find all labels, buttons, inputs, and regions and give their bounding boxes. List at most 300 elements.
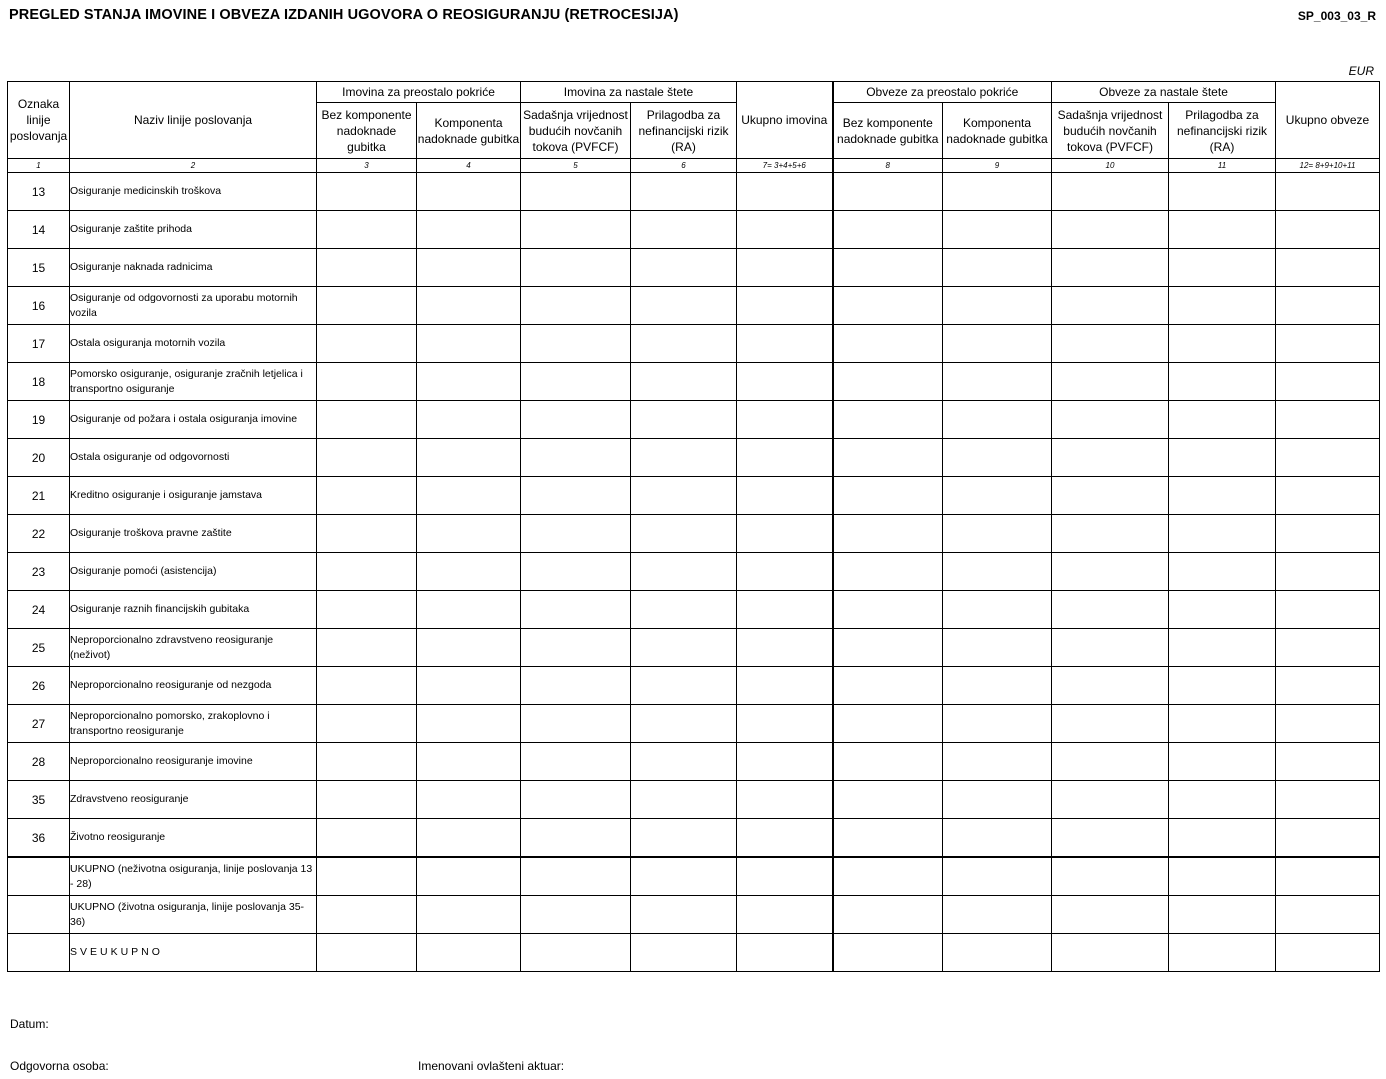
line-name: Osiguranje raznih financijskih gubitaka xyxy=(70,591,317,629)
value-cell-col9[interactable] xyxy=(943,401,1052,439)
value-cell-col8[interactable] xyxy=(833,667,943,705)
value-cell-col12[interactable] xyxy=(1276,667,1380,705)
value-cell-col4[interactable] xyxy=(417,705,521,743)
value-cell-col10[interactable] xyxy=(1052,287,1169,325)
value-cell-col7[interactable] xyxy=(737,363,833,401)
value-cell-col4[interactable] xyxy=(417,401,521,439)
value-cell-col11[interactable] xyxy=(1169,934,1276,972)
value-cell-col10[interactable] xyxy=(1052,705,1169,743)
value-cell-col12[interactable] xyxy=(1276,896,1380,934)
column-number: 8 xyxy=(833,159,943,173)
value-cell-col10[interactable] xyxy=(1052,515,1169,553)
table-row xyxy=(8,363,1380,401)
value-cell-col9[interactable] xyxy=(943,857,1052,896)
line-name: Životno reosiguranje xyxy=(70,819,317,858)
value-cell-col4[interactable] xyxy=(417,743,521,781)
value-cell-col8[interactable] xyxy=(833,857,943,896)
column-number: 12= 8+9+10+11 xyxy=(1276,159,1380,173)
header-col8: Bez komponente nadoknade gubitka xyxy=(833,103,943,159)
line-name: Osiguranje od odgovornosti za uporabu motornih vozila xyxy=(70,287,317,325)
value-cell-col6[interactable] xyxy=(631,325,737,363)
value-cell-col3[interactable] xyxy=(317,515,417,553)
column-number: 7= 3+4+5+6 xyxy=(737,159,833,173)
value-cell-col4[interactable] xyxy=(417,477,521,515)
value-cell-col8[interactable] xyxy=(833,325,943,363)
value-cell-col8[interactable] xyxy=(833,553,943,591)
header-col10: Sadašnja vrijednost budućih novčanih tokova (PVFCF) xyxy=(1052,103,1169,159)
value-cell-col3[interactable] xyxy=(317,477,417,515)
value-cell-col10[interactable] xyxy=(1052,857,1169,896)
table-row xyxy=(8,743,1380,781)
report-table xyxy=(7,81,1380,972)
form-title: PREGLED STANJA IMOVINE I OBVEZA IZDANIH UGOVORA O REOSIGURANJU (RETROCESIJA) xyxy=(9,7,679,23)
line-code: 24 xyxy=(8,591,70,629)
value-cell-col12[interactable] xyxy=(1276,819,1380,858)
line-code: 20 xyxy=(8,439,70,477)
value-cell-col5[interactable] xyxy=(521,477,631,515)
value-cell-col6[interactable] xyxy=(631,477,737,515)
line-name: UKUPNO (neživotna osiguranja, linije poslovanja 13 - 28) xyxy=(70,857,317,896)
line-code: 16 xyxy=(8,287,70,325)
line-code: 18 xyxy=(8,363,70,401)
table-row xyxy=(8,629,1380,667)
value-cell-col11[interactable] xyxy=(1169,667,1276,705)
line-name: Ostala osiguranja motornih vozila xyxy=(70,325,317,363)
line-name: Neproporcionalno reosiguranje imovine xyxy=(70,743,317,781)
value-cell-col7[interactable] xyxy=(737,857,833,896)
value-cell-col6[interactable] xyxy=(631,515,737,553)
value-cell-col8[interactable] xyxy=(833,287,943,325)
total-row xyxy=(8,857,1380,896)
value-cell-col6[interactable] xyxy=(631,591,737,629)
value-cell-col9[interactable] xyxy=(943,553,1052,591)
value-cell-col12[interactable] xyxy=(1276,743,1380,781)
value-cell-col8[interactable] xyxy=(833,629,943,667)
header-col6: Prilagodba za nefinancijski rizik (RA) xyxy=(631,103,737,159)
value-cell-col9[interactable] xyxy=(943,934,1052,972)
value-cell-col7[interactable] xyxy=(737,743,833,781)
value-cell-col11[interactable] xyxy=(1169,591,1276,629)
table-row xyxy=(8,325,1380,363)
total-row xyxy=(8,896,1380,934)
value-cell-col8[interactable] xyxy=(833,781,943,819)
value-cell-col11[interactable] xyxy=(1169,896,1276,934)
value-cell-col5[interactable] xyxy=(521,287,631,325)
value-cell-col3[interactable] xyxy=(317,249,417,287)
column-number: 9 xyxy=(943,159,1052,173)
value-cell-col12[interactable] xyxy=(1276,363,1380,401)
value-cell-col9[interactable] xyxy=(943,477,1052,515)
header-col11: Prilagodba za nefinancijski rizik (RA) xyxy=(1169,103,1276,159)
value-cell-col6[interactable] xyxy=(631,934,737,972)
line-code xyxy=(8,896,70,934)
value-cell-col9[interactable] xyxy=(943,819,1052,858)
value-cell-col9[interactable] xyxy=(943,287,1052,325)
value-cell-col11[interactable] xyxy=(1169,705,1276,743)
value-cell-col5[interactable] xyxy=(521,934,631,972)
value-cell-col12[interactable] xyxy=(1276,591,1380,629)
header-obveze-pokrice: Obveze za preostalo pokriće xyxy=(833,82,1052,103)
table-row xyxy=(8,173,1380,211)
value-cell-col9[interactable] xyxy=(943,781,1052,819)
value-cell-col9[interactable] xyxy=(943,896,1052,934)
value-cell-col6[interactable] xyxy=(631,896,737,934)
value-cell-col7[interactable] xyxy=(737,249,833,287)
value-cell-col12[interactable] xyxy=(1276,439,1380,477)
value-cell-col5[interactable] xyxy=(521,819,631,858)
value-cell-col9[interactable] xyxy=(943,743,1052,781)
value-cell-col12[interactable] xyxy=(1276,781,1380,819)
value-cell-col3[interactable] xyxy=(317,743,417,781)
value-cell-col7[interactable] xyxy=(737,705,833,743)
value-cell-col8[interactable] xyxy=(833,896,943,934)
value-cell-col3[interactable] xyxy=(317,857,417,896)
line-code: 28 xyxy=(8,743,70,781)
line-code: 36 xyxy=(8,819,70,858)
value-cell-col6[interactable] xyxy=(631,401,737,439)
value-cell-col12[interactable] xyxy=(1276,629,1380,667)
value-cell-col5[interactable] xyxy=(521,667,631,705)
value-cell-col8[interactable] xyxy=(833,401,943,439)
value-cell-col8[interactable] xyxy=(833,363,943,401)
line-code: 13 xyxy=(8,173,70,211)
value-cell-col11[interactable] xyxy=(1169,173,1276,211)
value-cell-col8[interactable] xyxy=(833,211,943,249)
value-cell-col10[interactable] xyxy=(1052,934,1169,972)
column-number: 4 xyxy=(417,159,521,173)
value-cell-col5[interactable] xyxy=(521,591,631,629)
line-code: 35 xyxy=(8,781,70,819)
line-code: 22 xyxy=(8,515,70,553)
value-cell-col3[interactable] xyxy=(317,934,417,972)
value-cell-col8[interactable] xyxy=(833,705,943,743)
value-cell-col12[interactable] xyxy=(1276,934,1380,972)
line-code: 26 xyxy=(8,667,70,705)
value-cell-col5[interactable] xyxy=(521,781,631,819)
value-cell-col7[interactable] xyxy=(737,591,833,629)
value-cell-col4[interactable] xyxy=(417,667,521,705)
value-cell-col8[interactable] xyxy=(833,249,943,287)
datum-label: Datum: xyxy=(10,1017,49,1031)
value-cell-col3[interactable] xyxy=(317,629,417,667)
line-name: Kreditno osiguranje i osiguranje jamstava xyxy=(70,477,317,515)
value-cell-col5[interactable] xyxy=(521,553,631,591)
value-cell-col6[interactable] xyxy=(631,667,737,705)
value-cell-col5[interactable] xyxy=(521,363,631,401)
value-cell-col7[interactable] xyxy=(737,781,833,819)
line-code: 19 xyxy=(8,401,70,439)
value-cell-col9[interactable] xyxy=(943,591,1052,629)
value-cell-col5[interactable] xyxy=(521,401,631,439)
value-cell-col6[interactable] xyxy=(631,781,737,819)
value-cell-col11[interactable] xyxy=(1169,401,1276,439)
value-cell-col3[interactable] xyxy=(317,363,417,401)
value-cell-col7[interactable] xyxy=(737,439,833,477)
value-cell-col11[interactable] xyxy=(1169,819,1276,858)
table-row xyxy=(8,819,1380,858)
value-cell-col9[interactable] xyxy=(943,705,1052,743)
value-cell-col3[interactable] xyxy=(317,325,417,363)
value-cell-col11[interactable] xyxy=(1169,211,1276,249)
table-row xyxy=(8,249,1380,287)
value-cell-col8[interactable] xyxy=(833,819,943,858)
value-cell-col11[interactable] xyxy=(1169,477,1276,515)
value-cell-col6[interactable] xyxy=(631,553,737,591)
value-cell-col6[interactable] xyxy=(631,629,737,667)
header-naziv: Naziv linije poslovanja xyxy=(70,82,317,159)
table-row xyxy=(8,781,1380,819)
value-cell-col4[interactable] xyxy=(417,287,521,325)
value-cell-col9[interactable] xyxy=(943,515,1052,553)
value-cell-col11[interactable] xyxy=(1169,363,1276,401)
value-cell-col5[interactable] xyxy=(521,705,631,743)
value-cell-col10[interactable] xyxy=(1052,819,1169,858)
value-cell-col10[interactable] xyxy=(1052,477,1169,515)
value-cell-col10[interactable] xyxy=(1052,439,1169,477)
line-name: Ostala osiguranje od odgovornosti xyxy=(70,439,317,477)
value-cell-col4[interactable] xyxy=(417,173,521,211)
value-cell-col10[interactable] xyxy=(1052,211,1169,249)
aktuar-label: Imenovani ovlašteni aktuar: xyxy=(418,1059,565,1073)
value-cell-col11[interactable] xyxy=(1169,325,1276,363)
value-cell-col12[interactable] xyxy=(1276,325,1380,363)
value-cell-col6[interactable] xyxy=(631,287,737,325)
table-body xyxy=(8,173,1380,972)
line-code: 21 xyxy=(8,477,70,515)
line-name: Osiguranje od požara i ostala osiguranja imovine xyxy=(70,401,317,439)
value-cell-col6[interactable] xyxy=(631,439,737,477)
column-number: 2 xyxy=(70,159,317,173)
value-cell-col5[interactable] xyxy=(521,173,631,211)
value-cell-col5[interactable] xyxy=(521,249,631,287)
value-cell-col10[interactable] xyxy=(1052,553,1169,591)
odgovorna-osoba-label: Odgovorna osoba: xyxy=(10,1059,109,1073)
value-cell-col11[interactable] xyxy=(1169,553,1276,591)
value-cell-col10[interactable] xyxy=(1052,743,1169,781)
value-cell-col6[interactable] xyxy=(631,743,737,781)
value-cell-col9[interactable] xyxy=(943,667,1052,705)
value-cell-col11[interactable] xyxy=(1169,287,1276,325)
value-cell-col8[interactable] xyxy=(833,743,943,781)
value-cell-col3[interactable] xyxy=(317,667,417,705)
line-name: SVEUKUPNO xyxy=(70,934,317,972)
value-cell-col3[interactable] xyxy=(317,705,417,743)
line-code: 23 xyxy=(8,553,70,591)
value-cell-col4[interactable] xyxy=(417,211,521,249)
value-cell-col11[interactable] xyxy=(1169,857,1276,896)
value-cell-col4[interactable] xyxy=(417,249,521,287)
line-name: Neproporcionalno reosiguranje od nezgoda xyxy=(70,667,317,705)
value-cell-col7[interactable] xyxy=(737,629,833,667)
value-cell-col7[interactable] xyxy=(737,896,833,934)
value-cell-col3[interactable] xyxy=(317,553,417,591)
value-cell-col12[interactable] xyxy=(1276,515,1380,553)
value-cell-col6[interactable] xyxy=(631,705,737,743)
value-cell-col3[interactable] xyxy=(317,781,417,819)
value-cell-col3[interactable] xyxy=(317,591,417,629)
table-row xyxy=(8,401,1380,439)
value-cell-col8[interactable] xyxy=(833,515,943,553)
value-cell-col10[interactable] xyxy=(1052,363,1169,401)
value-cell-col4[interactable] xyxy=(417,819,521,858)
column-number: 11 xyxy=(1169,159,1276,173)
value-cell-col5[interactable] xyxy=(521,439,631,477)
value-cell-col4[interactable] xyxy=(417,857,521,896)
line-name: UKUPNO (životna osiguranja, linije poslovanja 35-36) xyxy=(70,896,317,934)
value-cell-col9[interactable] xyxy=(943,325,1052,363)
currency-label: EUR xyxy=(1348,64,1374,78)
value-cell-col8[interactable] xyxy=(833,439,943,477)
line-name: Zdravstveno reosiguranje xyxy=(70,781,317,819)
value-cell-col3[interactable] xyxy=(317,819,417,858)
value-cell-col4[interactable] xyxy=(417,896,521,934)
line-code: 17 xyxy=(8,325,70,363)
value-cell-col4[interactable] xyxy=(417,781,521,819)
value-cell-col3[interactable] xyxy=(317,211,417,249)
value-cell-col11[interactable] xyxy=(1169,629,1276,667)
line-name: Osiguranje pomoći (asistencija) xyxy=(70,553,317,591)
value-cell-col5[interactable] xyxy=(521,743,631,781)
value-cell-col8[interactable] xyxy=(833,591,943,629)
value-cell-col3[interactable] xyxy=(317,401,417,439)
value-cell-col5[interactable] xyxy=(521,629,631,667)
table-row xyxy=(8,439,1380,477)
value-cell-col3[interactable] xyxy=(317,287,417,325)
value-cell-col8[interactable] xyxy=(833,934,943,972)
value-cell-col7[interactable] xyxy=(737,667,833,705)
value-cell-col7[interactable] xyxy=(737,819,833,858)
value-cell-col12[interactable] xyxy=(1276,401,1380,439)
value-cell-col5[interactable] xyxy=(521,211,631,249)
table-row xyxy=(8,591,1380,629)
column-number: 1 xyxy=(8,159,70,173)
value-cell-col9[interactable] xyxy=(943,211,1052,249)
value-cell-col7[interactable] xyxy=(737,401,833,439)
table-row xyxy=(8,667,1380,705)
line-code xyxy=(8,934,70,972)
value-cell-col11[interactable] xyxy=(1169,515,1276,553)
line-code: 25 xyxy=(8,629,70,667)
table-row xyxy=(8,515,1380,553)
value-cell-col7[interactable] xyxy=(737,325,833,363)
value-cell-col12[interactable] xyxy=(1276,857,1380,896)
value-cell-col7[interactable] xyxy=(737,515,833,553)
line-name: Neproporcionalno pomorsko, zrakoplovno i transportno reosiguranje xyxy=(70,705,317,743)
value-cell-col6[interactable] xyxy=(631,249,737,287)
value-cell-col4[interactable] xyxy=(417,591,521,629)
value-cell-col7[interactable] xyxy=(737,934,833,972)
header-imovina-pokrice: Imovina za preostalo pokriće xyxy=(317,82,521,103)
value-cell-col7[interactable] xyxy=(737,211,833,249)
form-code: SP_003_03_R xyxy=(1297,9,1376,23)
line-name: Osiguranje zaštite prihoda xyxy=(70,211,317,249)
value-cell-col11[interactable] xyxy=(1169,439,1276,477)
line-code xyxy=(8,857,70,896)
column-number: 6 xyxy=(631,159,737,173)
header-col9: Komponenta nadoknade gubitka xyxy=(943,103,1052,159)
value-cell-col10[interactable] xyxy=(1052,249,1169,287)
value-cell-col9[interactable] xyxy=(943,363,1052,401)
line-name: Neproporcionalno zdravstveno reosiguranje (neživot) xyxy=(70,629,317,667)
column-number: 10 xyxy=(1052,159,1169,173)
header-imovina-stete: Imovina za nastale štete xyxy=(521,82,737,103)
value-cell-col10[interactable] xyxy=(1052,629,1169,667)
value-cell-col10[interactable] xyxy=(1052,173,1169,211)
column-number: 3 xyxy=(317,159,417,173)
value-cell-col4[interactable] xyxy=(417,515,521,553)
value-cell-col4[interactable] xyxy=(417,553,521,591)
value-cell-col10[interactable] xyxy=(1052,325,1169,363)
value-cell-col10[interactable] xyxy=(1052,781,1169,819)
value-cell-col6[interactable] xyxy=(631,363,737,401)
value-cell-col5[interactable] xyxy=(521,857,631,896)
value-cell-col9[interactable] xyxy=(943,173,1052,211)
value-cell-col4[interactable] xyxy=(417,629,521,667)
value-cell-col10[interactable] xyxy=(1052,591,1169,629)
value-cell-col11[interactable] xyxy=(1169,781,1276,819)
header-oznaka: Oznaka linije poslovanja xyxy=(8,82,70,159)
header-ukupno-obveze: Ukupno obveze xyxy=(1276,82,1380,159)
header-ukupno-imovina: Ukupno imovina xyxy=(737,82,833,159)
line-code: 15 xyxy=(8,249,70,287)
value-cell-col7[interactable] xyxy=(737,173,833,211)
value-cell-col7[interactable] xyxy=(737,553,833,591)
value-cell-col4[interactable] xyxy=(417,363,521,401)
value-cell-col4[interactable] xyxy=(417,325,521,363)
value-cell-col8[interactable] xyxy=(833,173,943,211)
value-cell-col5[interactable] xyxy=(521,515,631,553)
value-cell-col12[interactable] xyxy=(1276,173,1380,211)
value-cell-col6[interactable] xyxy=(631,173,737,211)
value-cell-col3[interactable] xyxy=(317,896,417,934)
value-cell-col12[interactable] xyxy=(1276,211,1380,249)
value-cell-col3[interactable] xyxy=(317,173,417,211)
header-col5: Sadašnja vrijednost budućih novčanih tokova (PVFCF) xyxy=(521,103,631,159)
header-col3: Bez komponente nadoknade gubitka xyxy=(317,103,417,159)
value-cell-col7[interactable] xyxy=(737,287,833,325)
value-cell-col11[interactable] xyxy=(1169,743,1276,781)
value-cell-col3[interactable] xyxy=(317,439,417,477)
value-cell-col12[interactable] xyxy=(1276,553,1380,591)
value-cell-col12[interactable] xyxy=(1276,287,1380,325)
value-cell-col5[interactable] xyxy=(521,896,631,934)
value-cell-col12[interactable] xyxy=(1276,705,1380,743)
value-cell-col6[interactable] xyxy=(631,857,737,896)
line-code: 14 xyxy=(8,211,70,249)
value-cell-col6[interactable] xyxy=(631,819,737,858)
value-cell-col8[interactable] xyxy=(833,477,943,515)
value-cell-col9[interactable] xyxy=(943,439,1052,477)
line-name: Osiguranje troškova pravne zaštite xyxy=(70,515,317,553)
value-cell-col6[interactable] xyxy=(631,211,737,249)
value-cell-col9[interactable] xyxy=(943,249,1052,287)
value-cell-col4[interactable] xyxy=(417,934,521,972)
column-number: 5 xyxy=(521,159,631,173)
table-row xyxy=(8,553,1380,591)
value-cell-col10[interactable] xyxy=(1052,896,1169,934)
value-cell-col12[interactable] xyxy=(1276,249,1380,287)
value-cell-col11[interactable] xyxy=(1169,249,1276,287)
value-cell-col10[interactable] xyxy=(1052,667,1169,705)
column-number-row xyxy=(8,159,1380,173)
value-cell-col10[interactable] xyxy=(1052,401,1169,439)
value-cell-col12[interactable] xyxy=(1276,477,1380,515)
value-cell-col7[interactable] xyxy=(737,477,833,515)
value-cell-col4[interactable] xyxy=(417,439,521,477)
table-row xyxy=(8,705,1380,743)
value-cell-col5[interactable] xyxy=(521,325,631,363)
value-cell-col9[interactable] xyxy=(943,629,1052,667)
